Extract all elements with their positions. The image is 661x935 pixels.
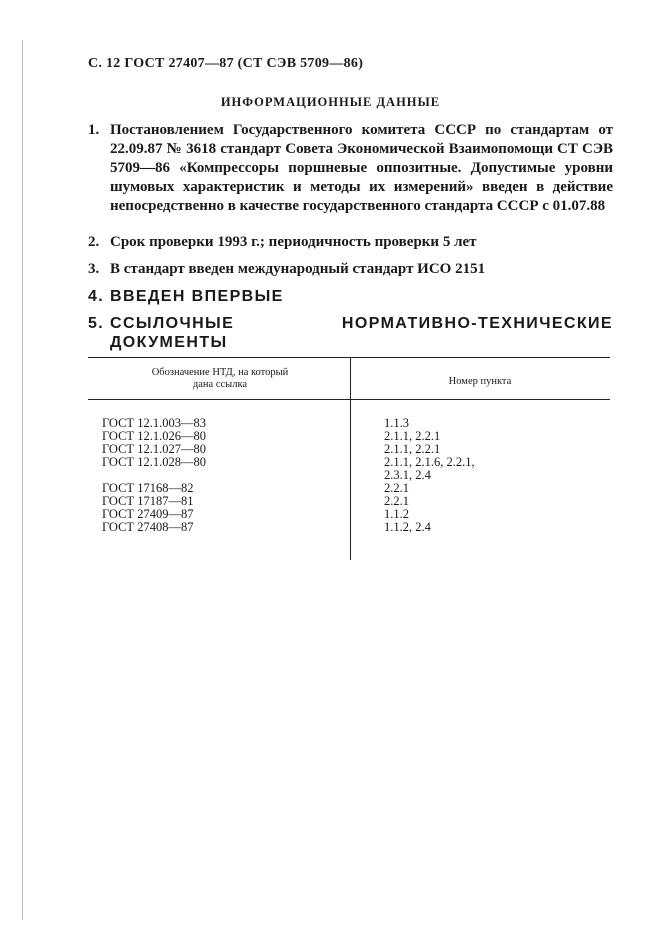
item-number: 4. [88,288,105,305]
table-cell-ntd: ГОСТ 12.1.026—80 [102,429,206,443]
table-header-ntd-line1: Обозначение НТД, на который [151,367,289,378]
table-cell-ntd: ГОСТ 12.1.027—80 [102,442,206,456]
table-cell-ntd: ГОСТ 12.1.028—80 [102,455,206,469]
page-header: С. 12 ГОСТ 27407—87 (СТ СЭВ 5709—86) [88,56,364,71]
table-column-ntd [102,417,206,534]
section-title: ИНФОРМАЦИОННЫЕ ДАННЫЕ [220,95,441,109]
table-cell-clause: 1.1.2, 2.4 [384,520,431,534]
table-cell-clause: 2.1.1, 2.2.1 [384,429,441,443]
item-number: 5. [88,315,105,332]
table-header-ntd [100,367,340,391]
item-text: ВВЕДЕН ВПЕРВЫЕ [110,288,284,305]
item-number: 2. [88,234,100,250]
table-cell-ntd: ГОСТ 17168—82 [102,481,194,495]
info-item-5 [88,314,613,352]
table-header-rule [88,399,610,400]
page-margin-line [22,40,23,920]
table-header-clause: Номер пункта [448,376,512,387]
table-cell-ntd: ГОСТ 12.1.003—83 [102,416,206,430]
table-column-clause [384,417,475,534]
table-cell-clause: 1.1.2 [384,507,409,521]
info-item-2 [88,233,613,252]
info-item-1 [88,121,613,216]
table-column-divider [350,358,351,560]
table-cell-clause: 2.3.1, 2.4 [384,468,431,482]
info-item-3 [88,260,613,279]
table-cell-ntd: ГОСТ 27409—87 [102,507,194,521]
item-number: 1. [88,122,100,138]
table-cell-clause: 2.2.1 [384,481,409,495]
item-text: Постановлением Государственного комитета СССР по стандартам от 22.09.87 № 3618 стандарт Совета Экономической Взаимопомощи СТ СЭВ 5709—86 «Компрессоры поршневые оппозитные. Допустимые уровни шумовых характеристик и методы их измерений» введен в действие непосредственно в качестве государственного стандарта СССР с 01.07.88 [110,122,613,214]
table-cell-clause: 1.1.3 [384,416,409,430]
table-cell-clause: 2.2.1 [384,494,409,508]
table-cell-clause: 2.1.1, 2.2.1 [384,442,441,456]
item-text: В стандарт введен международный стандарт ИСО 2151 [110,261,486,277]
table-cell-clause: 2.1.1, 2.1.6, 2.2.1, [384,455,475,469]
item-number: 3. [88,261,100,277]
table-top-rule [88,357,610,358]
table-cell-ntd: ГОСТ 17187—81 [102,494,194,508]
table-header-ntd-line2: дана ссылка [192,379,248,390]
item-text: Срок проверки 1993 г.; периодичность проверки 5 лет [110,234,477,250]
item-text: ССЫЛОЧНЫЕ НОРМАТИВНО-ТЕХНИЧЕСКИЕ ДОКУМЕНТЫ [110,315,613,351]
table-cell-ntd: ГОСТ 27408—87 [102,520,194,534]
info-item-4 [88,287,613,306]
